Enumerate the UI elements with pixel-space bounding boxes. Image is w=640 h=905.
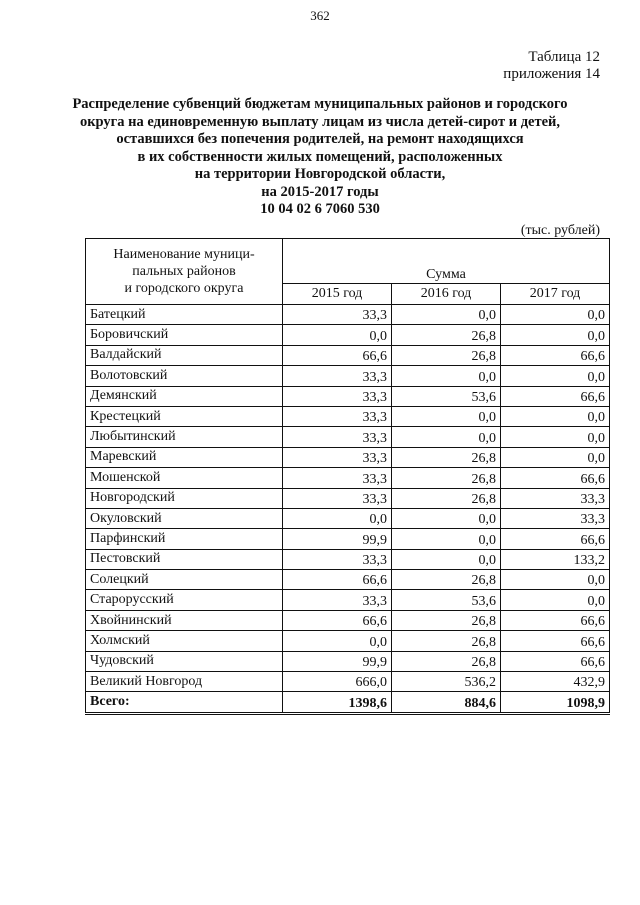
value-2016: 26,8 <box>392 447 501 467</box>
value-2017: 0,0 <box>501 570 610 590</box>
value-2017: 0,0 <box>501 325 610 345</box>
district-name: Крестецкий <box>86 406 283 426</box>
value-2015: 66,6 <box>283 570 392 590</box>
district-name: Маревский <box>86 447 283 467</box>
value-2017: 0,0 <box>501 447 610 467</box>
value-2016: 536,2 <box>392 672 501 692</box>
value-2015: 33,3 <box>283 305 392 325</box>
budget-code: 10 04 02 6 7060 530 <box>260 201 380 217</box>
table-row <box>86 325 610 345</box>
value-2017: 133,2 <box>501 549 610 569</box>
table-number: Таблица 12 <box>528 49 600 65</box>
district-name: Окуловский <box>86 508 283 528</box>
value-2015: 0,0 <box>283 508 392 528</box>
title-line: Распределение субвенций бюджетам муниципальных районов и городского <box>72 96 568 112</box>
value-2015: 99,9 <box>283 651 392 671</box>
value-2015: 99,9 <box>283 529 392 549</box>
value-2016: 26,8 <box>392 488 501 508</box>
total-2015: 1398,6 <box>283 692 392 713</box>
value-2017: 0,0 <box>501 366 610 386</box>
value-2016: 0,0 <box>392 406 501 426</box>
name-column-header <box>86 239 283 305</box>
district-name: Солецкий <box>86 570 283 590</box>
value-2017: 0,0 <box>501 427 610 447</box>
value-2015: 66,6 <box>283 345 392 365</box>
table-row <box>86 631 610 651</box>
district-name: Волотовский <box>86 366 283 386</box>
value-2017: 66,6 <box>501 386 610 406</box>
total-row <box>86 692 610 713</box>
value-2015: 33,3 <box>283 366 392 386</box>
table-body <box>86 305 610 714</box>
total-2016: 884,6 <box>392 692 501 713</box>
header-row <box>86 239 610 284</box>
district-name: Пестовский <box>86 549 283 569</box>
total-label: Всего: <box>86 692 283 713</box>
value-2017: 33,3 <box>501 488 610 508</box>
table-row <box>86 305 610 325</box>
value-2015: 33,3 <box>283 386 392 406</box>
table-row <box>86 549 610 569</box>
table-row <box>86 529 610 549</box>
district-name: Валдайский <box>86 345 283 365</box>
table-row <box>86 672 610 692</box>
value-2016: 0,0 <box>392 549 501 569</box>
value-2015: 33,3 <box>283 447 392 467</box>
value-2015: 666,0 <box>283 672 392 692</box>
value-2016: 0,0 <box>392 305 501 325</box>
value-2017: 66,6 <box>501 345 610 365</box>
value-2017: 432,9 <box>501 672 610 692</box>
district-name: Демянский <box>86 386 283 406</box>
table-row <box>86 345 610 365</box>
value-2016: 26,8 <box>392 325 501 345</box>
value-2016: 53,6 <box>392 386 501 406</box>
value-2015: 33,3 <box>283 406 392 426</box>
total-2017: 1098,9 <box>501 692 610 713</box>
district-name: Чудовский <box>86 651 283 671</box>
value-2017: 33,3 <box>501 508 610 528</box>
table-row <box>86 570 610 590</box>
table-row <box>86 386 610 406</box>
value-2015: 66,6 <box>283 610 392 630</box>
units-label: (тыс. рублей) <box>520 223 600 238</box>
table-row <box>86 590 610 610</box>
value-2017: 0,0 <box>501 406 610 426</box>
year-2016-header: 2016 год <box>392 284 501 305</box>
value-2016: 26,8 <box>392 631 501 651</box>
value-2016: 26,8 <box>392 651 501 671</box>
district-name: Старорусский <box>86 590 283 610</box>
title-line: на территории Новгородской области, <box>194 166 446 182</box>
value-2016: 53,6 <box>392 590 501 610</box>
district-name: Любытинский <box>86 427 283 447</box>
table-row <box>86 488 610 508</box>
value-2016: 0,0 <box>392 508 501 528</box>
district-name: Новгородский <box>86 488 283 508</box>
value-2016: 26,8 <box>392 468 501 488</box>
value-2016: 26,8 <box>392 570 501 590</box>
name-header-line: Наименование муници- <box>113 247 255 262</box>
district-name: Парфинский <box>86 529 283 549</box>
value-2015: 33,3 <box>283 549 392 569</box>
value-2016: 0,0 <box>392 427 501 447</box>
value-2016: 0,0 <box>392 529 501 549</box>
value-2017: 66,6 <box>501 529 610 549</box>
appendix-number: приложения 14 <box>503 66 600 82</box>
page-number: 362 <box>310 8 330 23</box>
value-2017: 0,0 <box>501 590 610 610</box>
district-name: Хвойнинский <box>86 610 283 630</box>
table-row <box>86 406 610 426</box>
value-2017: 66,6 <box>501 468 610 488</box>
name-header-line: и городского округа <box>124 281 244 296</box>
table-row <box>86 447 610 467</box>
table-row <box>86 651 610 671</box>
value-2015: 33,3 <box>283 590 392 610</box>
table-row <box>86 427 610 447</box>
value-2016: 26,8 <box>392 345 501 365</box>
district-name: Батецкий <box>86 305 283 325</box>
district-name: Холмский <box>86 631 283 651</box>
title-line: на 2015-2017 годы <box>261 183 379 200</box>
year-2017-header: 2017 год <box>501 284 610 305</box>
value-2017: 66,6 <box>501 610 610 630</box>
value-2015: 0,0 <box>283 325 392 345</box>
value-2015: 33,3 <box>283 468 392 488</box>
title-line: в их собственности жилых помещений, расположенных <box>137 148 503 165</box>
name-header-line: пальных районов <box>132 264 236 279</box>
district-name: Мошенской <box>86 468 283 488</box>
title-line: округа на единовременную выплату лицам из числа детей-сирот и детей, <box>79 113 561 130</box>
value-2017: 0,0 <box>501 305 610 325</box>
value-2016: 26,8 <box>392 610 501 630</box>
value-2017: 66,6 <box>501 651 610 671</box>
sum-column-header: Сумма <box>283 239 610 284</box>
value-2016: 0,0 <box>392 366 501 386</box>
value-2015: 33,3 <box>283 427 392 447</box>
district-name: Боровичский <box>86 325 283 345</box>
year-2015-header: 2015 год <box>283 284 392 305</box>
table-row <box>86 468 610 488</box>
table-row <box>86 366 610 386</box>
table-row <box>86 508 610 528</box>
subsidy-table <box>85 238 610 715</box>
value-2017: 66,6 <box>501 631 610 651</box>
table-reference <box>503 49 600 83</box>
value-2015: 33,3 <box>283 488 392 508</box>
title-line: оставшихся без попечения родителей, на ремонт находящихся <box>116 131 524 147</box>
document-title <box>60 96 580 219</box>
table-row <box>86 610 610 630</box>
district-name: Великий Новгород <box>86 672 283 692</box>
value-2015: 0,0 <box>283 631 392 651</box>
